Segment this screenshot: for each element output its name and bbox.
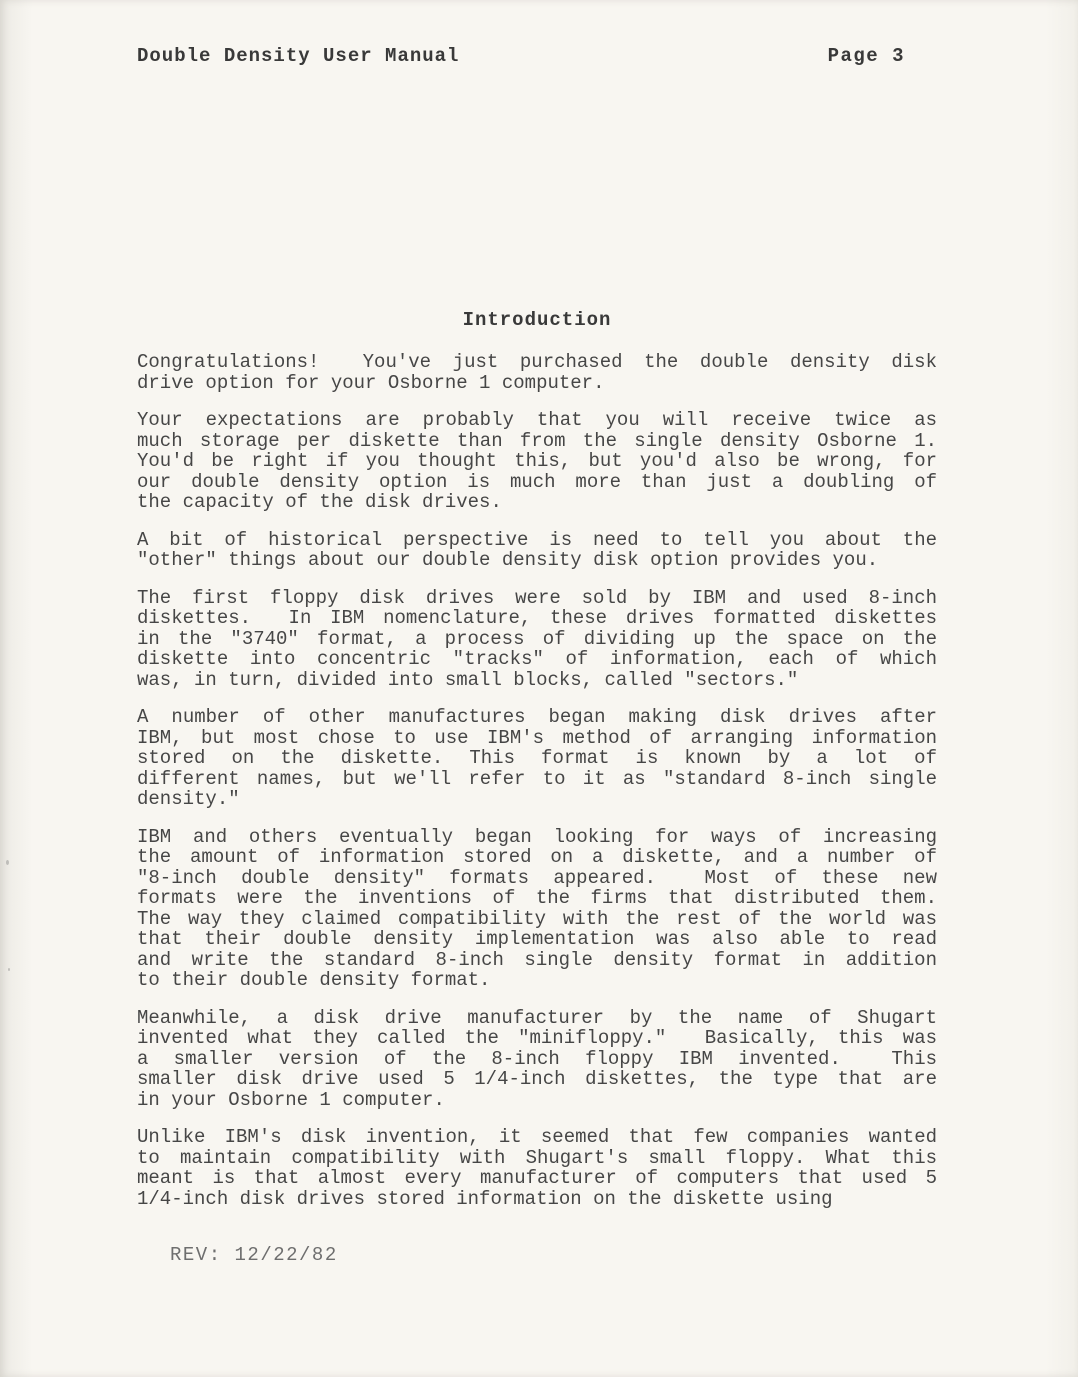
text-line: our double density option is much more than just a doubling of — [137, 470, 937, 493]
paragraph — [137, 588, 937, 691]
text-line: the capacity of the disk drives. — [137, 491, 502, 513]
scan-speck — [6, 860, 9, 865]
text-line: stored on the diskette. This format is known by a lot of — [137, 747, 937, 769]
text-line: "other" things about our double density disk option provides you. — [137, 549, 879, 571]
paragraph — [137, 707, 937, 810]
paragraph — [137, 1127, 937, 1209]
text-line: A bit of historical perspective is need to tell you about the — [137, 528, 937, 551]
text-line: a smaller version of the 8-inch floppy IBM invented. This — [137, 1047, 937, 1070]
text-line: in the "3740" format, a process of dividing up the space on the — [137, 627, 937, 650]
text-line: was, in turn, divided into small blocks, called "sectors." — [137, 668, 799, 691]
text-line: diskettes. In IBM nomenclature, these drives formatted diskettes — [137, 607, 937, 629]
text-line: much storage per diskette than from the single density Osborne 1. — [137, 429, 937, 452]
text-line: IBM, but most chose to use IBM's method of arranging information — [137, 726, 937, 749]
text-line: density." — [137, 788, 240, 810]
revision-footer: REV: 12/22/82 — [170, 1244, 338, 1266]
text-line: A number of other manufactures began making disk drives after — [137, 706, 937, 728]
paragraph — [137, 1008, 937, 1111]
scan-speck — [8, 968, 10, 971]
text-line: invented what they called the "minifloppy." Basically, this was — [137, 1027, 937, 1049]
text-line: Your expectations are probably that you will receive twice as — [137, 409, 937, 431]
text-line: smaller disk drive used 5 1/4-inch diskettes, the type that are — [137, 1068, 937, 1090]
text-line: that their double density implementation was also able to read — [137, 928, 937, 950]
text-line: The way they claimed compatibility with the rest of the world was — [137, 907, 937, 930]
text-line: Congratulations! You've just purchased the double density disk — [137, 351, 937, 373]
text-line: diskette into concentric "tracks" of information, each of which — [137, 648, 937, 670]
page-number: Page 3 — [827, 45, 905, 67]
text-line: to maintain compatibility with Shugart's small floppy. What this — [137, 1146, 937, 1169]
document-title: Double Density User Manual — [137, 45, 460, 67]
page-content — [137, 46, 937, 1266]
paragraph — [137, 352, 937, 393]
page-header — [137, 46, 937, 67]
document-body — [137, 352, 937, 1209]
paragraph — [137, 530, 937, 571]
section-heading: Introduction — [462, 308, 612, 331]
text-line: The first floppy disk drives were sold by IBM and used 8-inch — [137, 586, 937, 609]
paragraph — [137, 410, 937, 513]
text-line: to their double density format. — [137, 969, 491, 991]
text-line: formats were the inventions of the firms that distributed them. — [137, 887, 937, 909]
text-line: Meanwhile, a disk drive manufacturer by the name of Shugart — [137, 1006, 937, 1029]
text-line: IBM and others eventually began looking for ways of increasing — [137, 825, 937, 848]
text-line: "8-inch double density" formats appeared. Most of these new — [137, 866, 937, 889]
text-line: in your Osborne 1 computer. — [137, 1088, 445, 1111]
text-line: and write the standard 8-inch single density format in addition — [137, 948, 937, 971]
text-line: meant is that almost every manufacturer of computers that used 5 — [137, 1167, 937, 1189]
text-line: different names, but we'll refer to it as "standard 8-inch single — [137, 767, 937, 790]
text-line: the amount of information stored on a diskette, and a number of — [137, 846, 937, 868]
paragraph — [137, 827, 937, 991]
text-line: Unlike IBM's disk invention, it seemed that few companies wanted — [137, 1126, 937, 1148]
text-line: You'd be right if you thought this, but you'd also be wrong, for — [137, 450, 937, 472]
text-line: drive option for your Osborne 1 computer. — [137, 371, 605, 394]
text-line: 1/4-inch disk drives stored information on the diskette using — [137, 1187, 833, 1210]
